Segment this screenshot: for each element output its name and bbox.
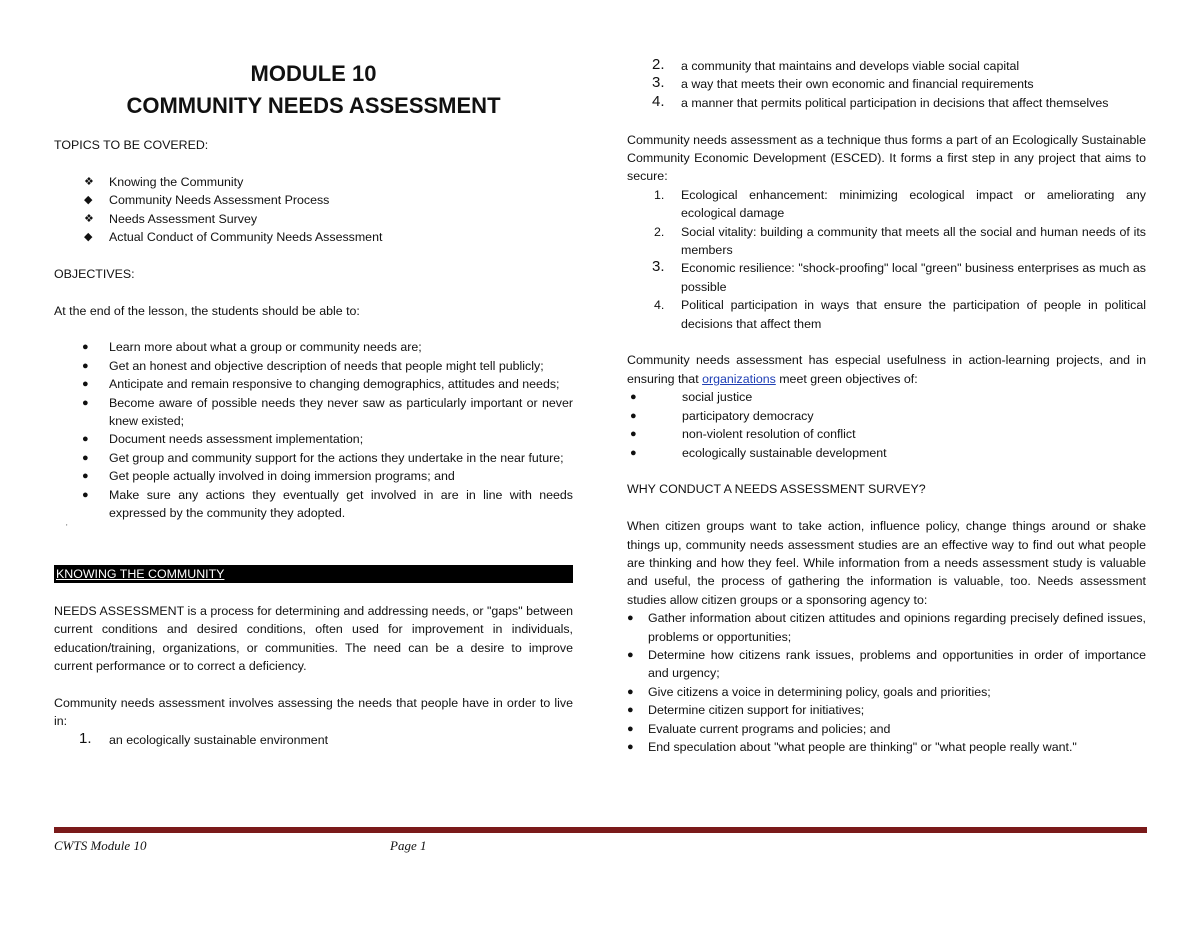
bullet-icon: ● [627,648,634,661]
footer-page-number: Page 1 [390,838,427,853]
list-item: ● End speculation about "what people are thinking" or "what people really want." [627,738,1146,756]
list-item: 2. Social vitality: building a community that meets all the social and human needs of its members [654,224,1146,258]
module-title: MODULE 10 [250,61,377,86]
bullet-icon: ● [82,341,89,354]
list-item: ● Give citizens a voice in determining policy, goals and priorities; [627,683,1146,701]
list-item: 1. Ecological enhancement: minimizing ecological impact or ameliorating any ecological damage [654,187,1146,221]
list-item: ● participatory democracy [627,407,1146,425]
diamond-bullet-icon: ❖ [84,212,94,225]
bullet-icon: ● [627,722,634,735]
bullet-icon: ● [630,409,637,422]
list-item: ● ecologically sustainable development [627,444,1146,462]
green-objectives-list [627,388,1146,462]
bullet-icon: ● [627,704,634,717]
list-item: ◆ Community Needs Assessment Process [54,191,573,209]
secure-list [627,186,1146,333]
list-item: ● Make sure any actions they eventually get involved in are in line with needs expressed by the community they adopted. [82,487,573,521]
list-item: 2. a community that maintains and develops viable social capital [652,56,1020,73]
list-item: ● Document needs assessment implementation; [54,430,573,448]
left-column [54,0,573,749]
live-in-list [54,731,573,749]
list-item: 4. Political participation in ways that ensure the participation of people in political decisions that affect them [654,298,1146,331]
list-item: ● non-violent resolution of conflict [627,425,1146,443]
topics-list [54,173,573,247]
cna-involves: Community needs assessment involves assessing the needs that people have in order to live in: [54,695,573,729]
right-column [627,57,1146,756]
why-list [627,609,1146,756]
why-paragraph: When citizen groups want to take action, influence policy, change things around or shake things up, community needs assessment studies are an effective way to find out what people are thinking and how they feel. While information from a needs assessment study is valuable and useful, the process of gathering the information is valuable, too. Needs assessment studies allow citizen groups or a sponsoring agency to: [627,519,1146,607]
list-item: 3. a way that meets their own economic and financial requirements [652,74,1034,92]
organizations-link[interactable]: organizations [702,371,776,386]
footer-rule [54,827,1147,833]
list-item: ● Become aware of possible needs they never saw as particularly important or never knew existed; [82,395,573,429]
list-item: ◆ Actual Conduct of Community Needs Assessment [54,228,573,246]
bullet-icon: ● [630,391,637,404]
topics-heading: TOPICS TO BE COVERED: [54,138,209,152]
bullet-icon: ● [82,470,89,483]
bullet-icon: ● [82,378,89,391]
list-item: ● Get people actually involved in doing immersion programs; and [54,467,573,485]
live-in-list-continued [627,57,1146,112]
objectives-list [54,338,573,522]
bullet-icon: ● [627,740,634,753]
bullet-icon: ● [82,433,89,446]
bullet-icon: ● [82,359,89,372]
bullet-icon: ● [630,446,637,459]
list-item: ❖ Knowing the Community [54,173,573,191]
diamond-bullet-icon: ❖ [84,175,94,188]
diamond-bullet-icon: ◆ [84,194,93,207]
bullet-icon: ● [630,428,637,441]
list-item: 1. an ecologically sustainable environment [79,729,329,747]
footer-module-label: CWTS Module 10 [54,838,147,853]
list-item: ● Determine how citizens rank issues, problems and opportunities in order of importance and urgency; [627,647,1146,681]
list-item: ● Anticipate and remain responsive to changing demographics, attitudes and needs; [54,375,573,393]
diamond-bullet-icon: ◆ [84,231,93,244]
objectives-heading: OBJECTIVES: [54,266,135,281]
esced-paragraph: Community needs assessment as a technique thus forms a part of an Ecologically Sustainable Community Economic Development (ESCED). It forms a first step in any project that aims to secure: [627,132,1146,184]
list-item: ● Determine citizen support for initiatives; [627,701,1146,719]
bullet-icon: ● [627,685,634,698]
list-item: 3. Economic resilience: "shock-proofing" local "green" business enterprises as much as possible [652,258,1146,294]
stray-mark: ' [66,523,68,533]
section-bar-knowing-community: KNOWING THE COMMUNITY [54,565,573,583]
module-subtitle: COMMUNITY NEEDS ASSESSMENT [126,93,501,118]
usefulness-paragraph: Community needs assessment has especial usefulness in action-learning projects, and in ensuring that organizations meet green objectives of: [627,353,1146,386]
list-item: ● social justice [627,388,1146,406]
list-item: ❖ Needs Assessment Survey [54,210,573,228]
bullet-icon: ● [82,396,89,409]
bullet-icon: ● [627,612,634,625]
list-item: 4. a manner that permits political participation in decisions that affect themselves [652,92,1109,110]
list-item: ● Gather information about citizen attitudes and opinions regarding precisely defined issues, problems or opportunities; [627,611,1146,644]
list-item: ● Get an honest and objective description of needs that people might tell publicly; [54,357,573,375]
list-item: ● Get group and community support for the actions they undertake in the near future; [54,449,573,467]
objectives-intro: At the end of the lesson, the students should be able to: [54,303,360,318]
list-item: ● Evaluate current programs and policies; and [627,720,1146,738]
bullet-icon: ● [82,488,89,501]
bullet-icon: ● [82,451,89,464]
needs-definition: NEEDS ASSESSMENT is a process for determining and addressing needs, or "gaps" between current conditions and desired conditions, often used for improvement in individuals, education/training, organizations, or communities. The need can be a desire to improve current performance or to correct a deficiency. [54,603,573,674]
why-heading: WHY CONDUCT A NEEDS ASSESSMENT SURVEY? [627,482,926,497]
list-item: ● Learn more about what a group or community needs are; [54,338,573,356]
